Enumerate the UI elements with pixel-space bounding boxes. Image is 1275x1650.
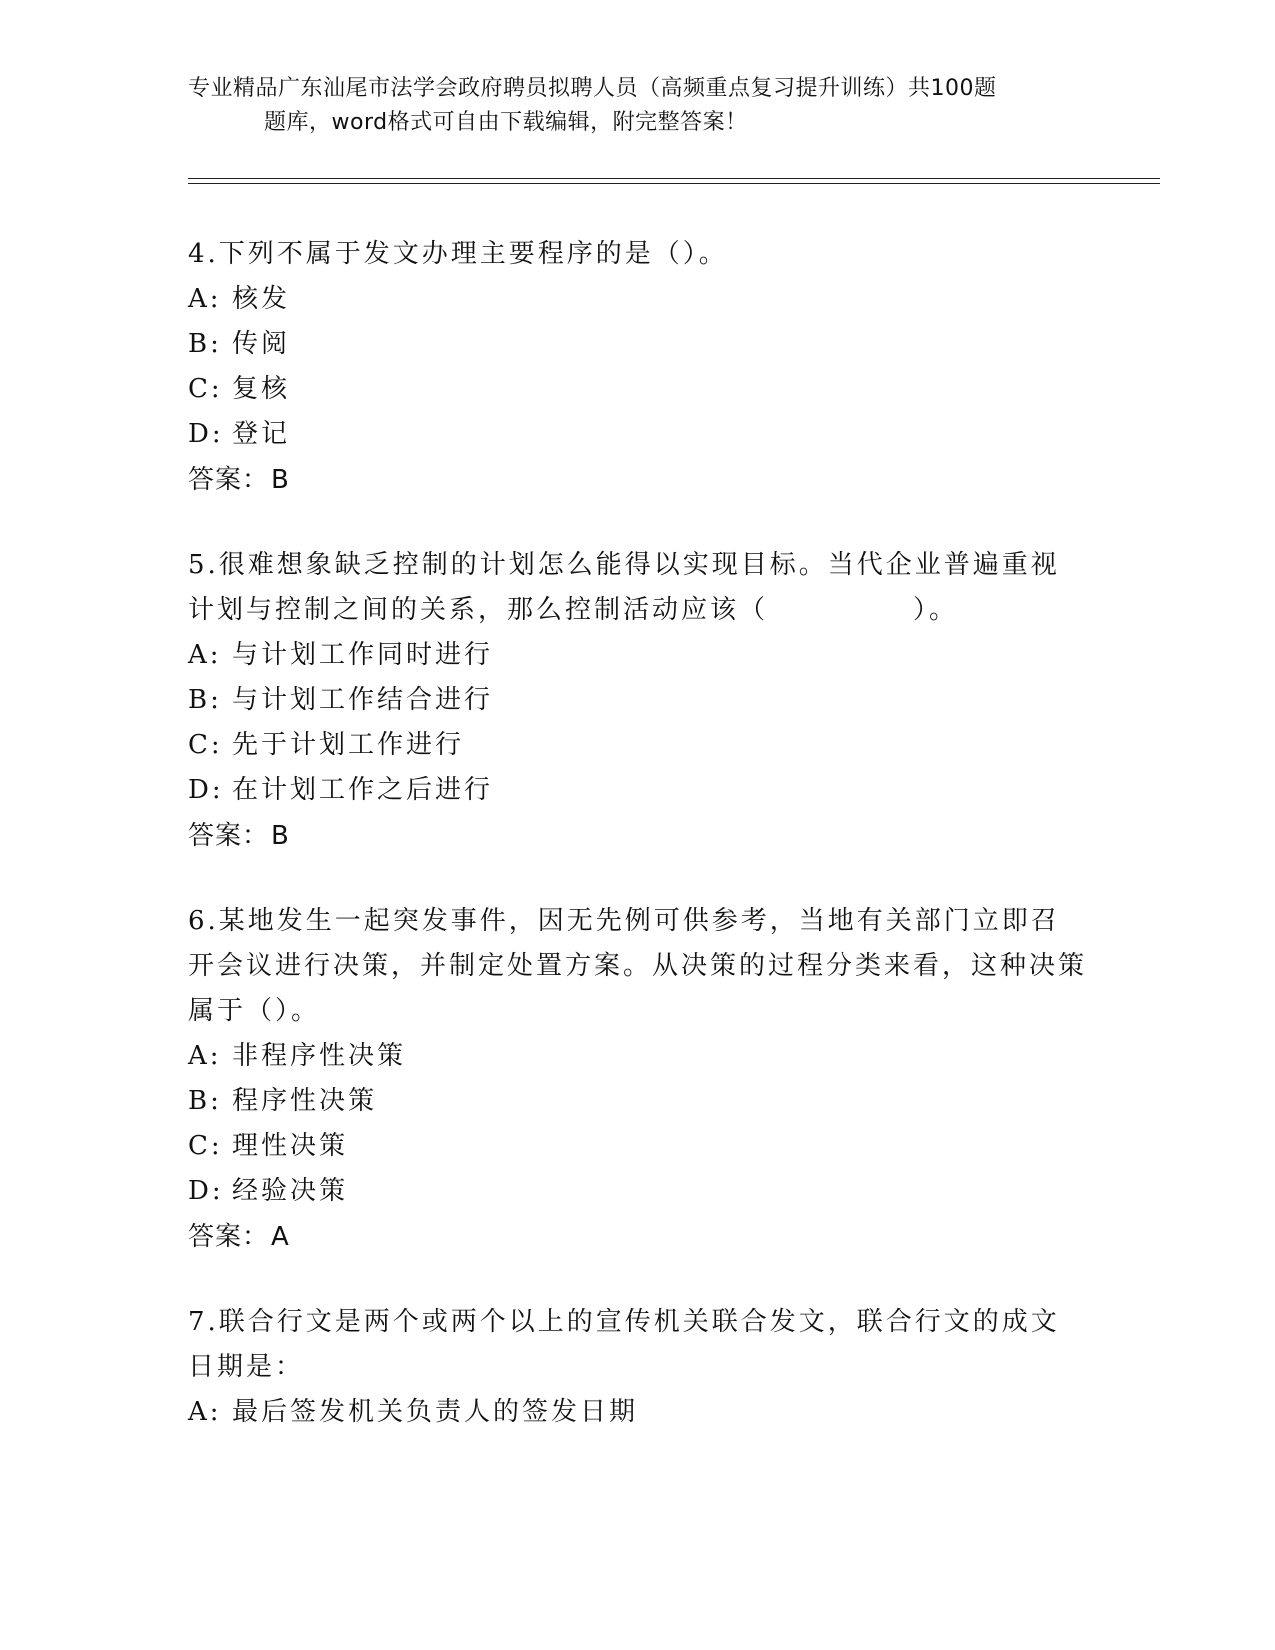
answer-value: A — [271, 1222, 290, 1252]
option-letter: A: — [188, 284, 222, 314]
option-a — [188, 633, 1088, 678]
question-stem: 5.很难想象缺乏控制的计划怎么能得以实现目标。当代企业普遍重视计划与控制之间的关系，那么控制活动应该（ ）。 — [188, 550, 1060, 625]
option-text: 程序性决策 — [232, 1086, 378, 1116]
option-text: 先于计划工作进行 — [232, 730, 465, 760]
question-stem: 7.联合行文是两个或两个以上的宣传机关联合发文，联合行文的成文日期是： — [188, 1307, 1060, 1382]
header-title-line-2: 题库，word格式可自由下载编辑，附完整答案！ — [264, 110, 748, 135]
answer-line — [188, 1214, 1088, 1260]
answer-line — [188, 457, 1088, 503]
option-letter: D: — [188, 1176, 224, 1206]
option-c — [188, 723, 1088, 768]
option-text: 传阅 — [232, 329, 291, 359]
option-text: 与计划工作同时进行 — [232, 640, 494, 670]
option-c — [188, 1124, 1088, 1169]
option-letter: B: — [188, 1086, 222, 1116]
question-7 — [188, 1300, 1088, 1435]
header-divider-top — [188, 178, 1160, 179]
option-a — [188, 1390, 1088, 1435]
option-letter: A: — [188, 1041, 222, 1071]
option-text: 经验决策 — [232, 1176, 349, 1206]
option-letter: C: — [188, 1131, 223, 1161]
option-d — [188, 1169, 1088, 1214]
option-a — [188, 1034, 1088, 1079]
option-text: 在计划工作之后进行 — [232, 775, 494, 805]
option-letter: C: — [188, 730, 223, 760]
option-a — [188, 277, 1088, 322]
option-letter: D: — [188, 775, 224, 805]
answer-line — [188, 813, 1088, 859]
answer-label: 答案： — [188, 465, 270, 495]
answer-value: B — [271, 465, 290, 495]
option-b — [188, 1079, 1088, 1124]
option-letter: C: — [188, 374, 223, 404]
option-text: 理性决策 — [232, 1131, 349, 1161]
option-d — [188, 412, 1088, 457]
option-b — [188, 678, 1088, 723]
option-c — [188, 367, 1088, 412]
option-letter: D: — [188, 419, 224, 449]
option-b — [188, 322, 1088, 367]
question-list — [188, 232, 1088, 1475]
answer-value: B — [271, 821, 290, 851]
header-divider-bottom — [188, 183, 1160, 184]
header-title-line-1: 专业精品广东汕尾市法学会政府聘员拟聘人员（高频重点复习提升训练）共100题 — [188, 76, 997, 101]
question-5 — [188, 543, 1088, 859]
option-text: 复核 — [232, 374, 291, 404]
option-letter: A: — [188, 1397, 222, 1427]
option-letter: A: — [188, 640, 222, 670]
answer-label: 答案： — [188, 1222, 270, 1252]
option-d — [188, 768, 1088, 813]
answer-label: 答案： — [188, 821, 270, 851]
question-6 — [188, 899, 1088, 1260]
option-text: 登记 — [232, 419, 291, 449]
question-stem: 6.某地发生一起突发事件，因无先例可供参考，当地有关部门立即召开会议进行决策，并制定处置方案。从决策的过程分类来看，这种决策属于（）。 — [188, 906, 1088, 1026]
option-text: 最后签发机关负责人的签发日期 — [232, 1397, 639, 1427]
option-text: 非程序性决策 — [232, 1041, 407, 1071]
question-stem: 4.下列不属于发文办理主要程序的是（）。 — [188, 239, 728, 269]
question-4 — [188, 232, 1088, 503]
option-text: 核发 — [232, 284, 291, 314]
document-header — [188, 72, 1088, 140]
option-text: 与计划工作结合进行 — [232, 685, 494, 715]
option-letter: B: — [188, 329, 222, 359]
option-letter: B: — [188, 685, 222, 715]
